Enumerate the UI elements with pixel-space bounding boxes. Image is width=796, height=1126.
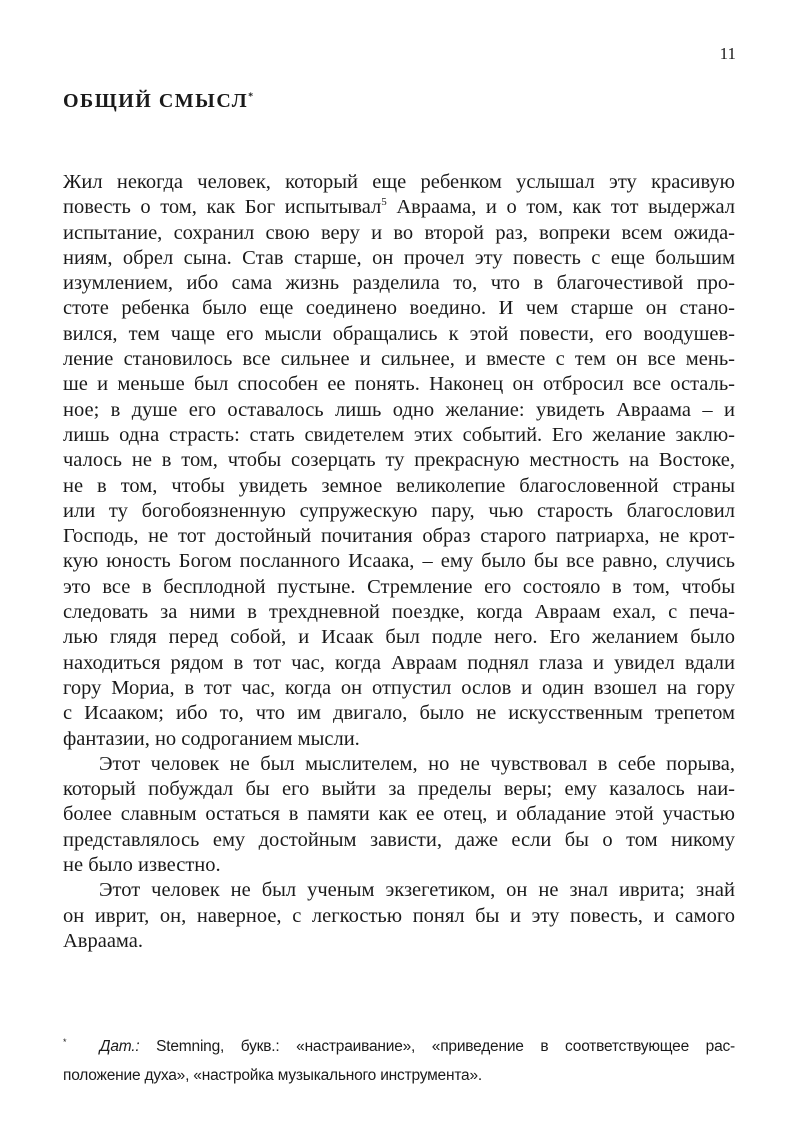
text-line: стоте ребенка было еще соединено воедино. И чем старше он стано- bbox=[63, 297, 735, 320]
text-line: гору Мориа, в тот час, когда он отпустил ослов и один взошел на гору bbox=[63, 676, 735, 699]
text-line: лью глядя перед собой, и Исаак был подле него. Его желанием было bbox=[63, 626, 735, 649]
text-segment: Авраама, и о том, как тот выдержал bbox=[386, 196, 735, 219]
text-line: он иврит, он, наверное, с легкостью понял бы и эту повесть, и самого bbox=[63, 904, 735, 927]
footnote-marker: * bbox=[63, 1036, 67, 1047]
text-line: это все в бесплодной пустыне. Стремление его состояло в том, чтобы bbox=[63, 575, 735, 598]
text-line: ниям, обрел сына. Став старше, он прочел эту повесть с еще большим bbox=[63, 246, 735, 269]
text-line: Этот человек не был мыслителем, но не чувствовал в себе порыва, bbox=[99, 752, 735, 775]
text-line: находиться рядом в тот час, когда Авраам поднял глаза и увидел вдали bbox=[63, 651, 735, 674]
text-line: Авраама. bbox=[63, 929, 143, 952]
text-line: который побуждал бы его выйти за пределы веры; ему казалось наи- bbox=[63, 778, 735, 801]
text-line: Этот человек не был ученым экзегетиком, он не знал иврита; знай bbox=[99, 879, 735, 902]
paragraph-1 bbox=[63, 170, 735, 752]
text-line: фантазии, но содроганием мысли. bbox=[63, 727, 360, 750]
footnote-text: Stemning, букв.: «настраивание», «приведение в соответствующее рас- bbox=[139, 1038, 735, 1055]
text-line: более славным остаться в памяти как ее отец, и обладание этой участью bbox=[63, 803, 735, 826]
body-text bbox=[63, 170, 735, 954]
section-heading bbox=[63, 90, 253, 113]
text-line bbox=[63, 195, 735, 220]
text-segment: повесть о том, как Бог испытывал bbox=[63, 196, 382, 219]
text-line: вился, тем чаще его мысли обращались к этой повести, его воодушев- bbox=[63, 322, 735, 345]
text-line: испытание, сохранил свою веру и во второй раз, вопреки всем ожида- bbox=[63, 221, 735, 244]
text-line: кую юность Богом посланного Исаака, – ему было бы все равно, случись bbox=[63, 550, 735, 573]
heading-title: ОБЩИЙ СМЫСЛ bbox=[63, 90, 249, 112]
text-line: изумлением, ибо сама жизнь разделила то, что в благочестивой про- bbox=[63, 272, 735, 295]
text-line: Господь, не тот достойный почитания образ старого патриарха, не крот- bbox=[63, 525, 735, 548]
text-line: ше и меньше был способен ее понять. Наконец он отбросил все осталь- bbox=[63, 373, 735, 396]
text-line: не было известно. bbox=[63, 854, 221, 877]
footnote-line: положение духа», «настройка музыкального инструмента». bbox=[63, 1067, 482, 1084]
text-line: следовать за ними в трехдневной поездке, когда Авраам ехал, с печа- bbox=[63, 601, 735, 624]
text-line: с Исааком; ибо то, что им двигало, было не искусственным трепетом bbox=[63, 702, 735, 725]
footnote-abbr: Дат.: bbox=[99, 1038, 140, 1055]
text-line: чалось не в том, чтобы созерцать ту прекрасную местность на Востоке, bbox=[63, 449, 735, 472]
paragraph-2 bbox=[63, 752, 735, 878]
text-line: ление становилось все сильнее и сильнее, и вместе с тем он все мень- bbox=[63, 348, 735, 371]
footnote bbox=[63, 1032, 735, 1090]
text-line: не в том, чтобы увидеть земное великолепие благословенной страны bbox=[63, 474, 735, 497]
text-line: лишь одна страсть: стать свидетелем этих событий. Его желание заклю- bbox=[63, 423, 735, 446]
text-line: Жил некогда человек, который еще ребенком услышал эту красивую bbox=[63, 171, 735, 193]
text-line: или ту богобоязненную супружескую пару, чью старость благословил bbox=[63, 499, 735, 522]
paragraph-3 bbox=[63, 878, 735, 954]
footnote-line bbox=[63, 1032, 735, 1061]
text-line: ное; в душе его оставалось лишь одно желание: увидеть Авраама – и bbox=[63, 398, 735, 421]
text-line: представлялось ему достойным зависти, даже если бы о том никому bbox=[63, 828, 735, 851]
footnote-ref: 5 bbox=[381, 196, 387, 209]
page-number: 11 bbox=[719, 44, 736, 63]
footnote-marker: * bbox=[248, 91, 254, 103]
